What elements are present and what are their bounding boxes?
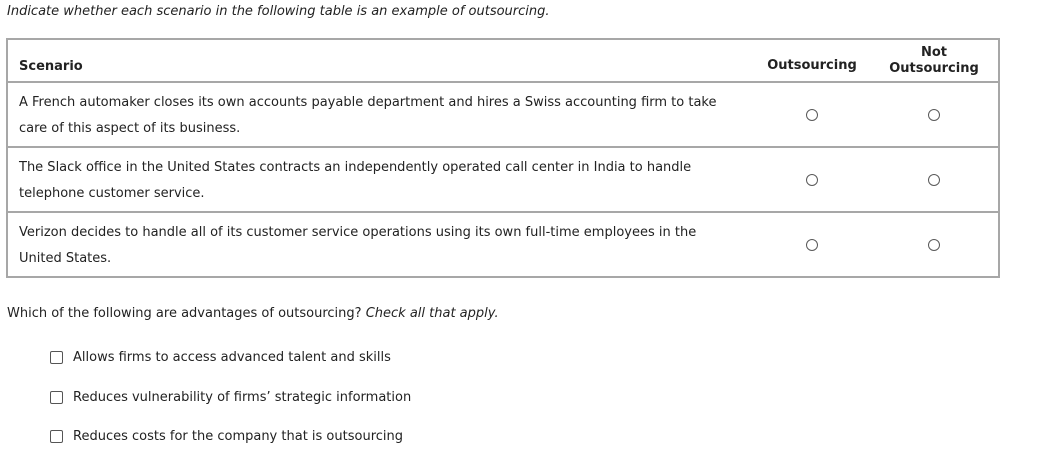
option-access-talent[interactable] — [50, 350, 391, 365]
radio-outsourcing-row-2[interactable] — [806, 174, 818, 186]
scenario-line: United States. — [19, 251, 112, 266]
scenario-line: The Slack office in the United States contracts an independently operated call center in India to handle — [19, 160, 692, 175]
option-label: Reduces costs for the company that is outsourcing — [73, 429, 404, 444]
question-hint: Check all that apply. — [365, 306, 499, 321]
header-not-outsourcing-line2: Outsourcing — [889, 60, 979, 76]
question-text — [7, 306, 499, 321]
scenario-text — [19, 155, 739, 207]
question-main: Which of the following are advantages of outsourcing? — [7, 306, 362, 321]
scenario-line: care of this aspect of its business. — [19, 121, 241, 136]
scenario-line: Verizon decides to handle all of its customer service operations using its own full-time employees in the — [19, 225, 697, 240]
radio-not-outsourcing-row-1[interactable] — [928, 109, 940, 121]
header-outsourcing — [752, 40, 872, 81]
radio-cell-outsourcing — [752, 83, 872, 146]
scenario-line: telephone customer service. — [19, 186, 205, 201]
radio-cell-outsourcing — [752, 148, 872, 211]
radio-outsourcing-row-1[interactable] — [806, 109, 818, 121]
radio-cell-not-outsourcing — [872, 213, 996, 276]
option-label: Reduces vulnerability of firms’ strategic information — [73, 390, 412, 405]
table-row — [8, 146, 998, 211]
scenario-text — [19, 220, 739, 272]
option-reduces-vulnerability[interactable] — [50, 390, 411, 405]
scenario-line: A French automaker closes its own accounts payable department and hires a Swiss accounting firm to take — [19, 95, 717, 110]
radio-not-outsourcing-row-3[interactable] — [928, 239, 940, 251]
radio-cell-outsourcing — [752, 213, 872, 276]
table-row — [8, 81, 998, 146]
table-row — [8, 211, 998, 276]
header-not-outsourcing-line1: Not — [920, 44, 947, 60]
option-label: Allows firms to access advanced talent and skills — [73, 350, 391, 365]
instructions-text: Indicate whether each scenario in the following table is an example of outsourcing. — [7, 4, 550, 19]
scenario-text — [19, 90, 739, 142]
checkbox[interactable] — [50, 430, 63, 443]
radio-not-outsourcing-row-2[interactable] — [928, 174, 940, 186]
radio-cell-not-outsourcing — [872, 83, 996, 146]
header-outsourcing-label: Outsourcing — [767, 57, 857, 73]
checkbox[interactable] — [50, 351, 63, 364]
radio-outsourcing-row-3[interactable] — [806, 239, 818, 251]
scenario-table — [6, 38, 1000, 278]
header-not-outsourcing — [876, 40, 992, 81]
header-scenario: Scenario — [19, 59, 83, 74]
option-reduces-costs[interactable] — [50, 429, 403, 444]
radio-cell-not-outsourcing — [872, 148, 996, 211]
table-header-row — [8, 40, 998, 81]
checkbox[interactable] — [50, 391, 63, 404]
